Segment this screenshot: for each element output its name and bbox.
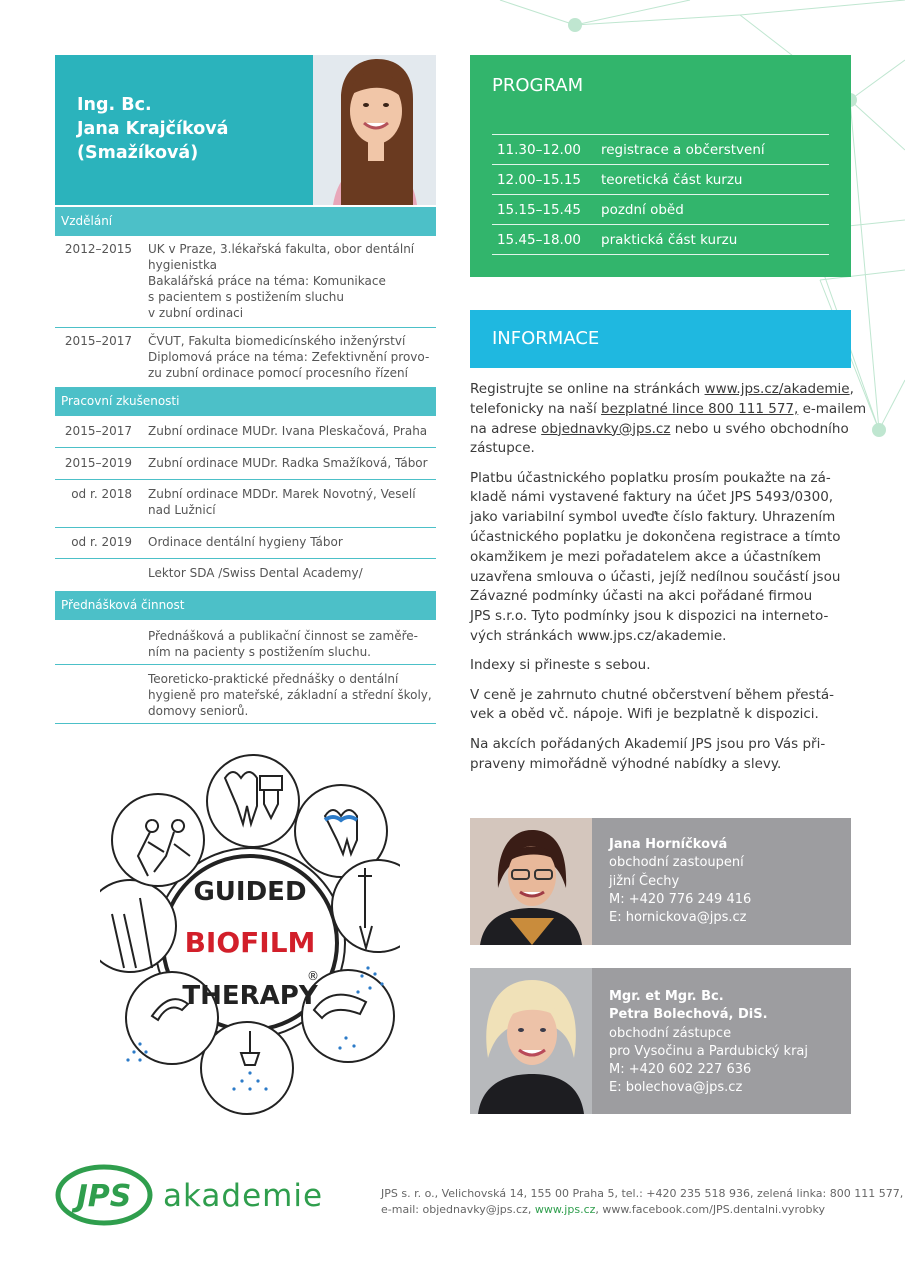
text-span: e-mail: objednavky@jps.cz, xyxy=(381,1203,535,1216)
info-line: okamžikem je mezi pořadatelem akce a účastníkem xyxy=(470,548,822,565)
row-text xyxy=(148,455,433,471)
experience-row xyxy=(55,455,436,480)
contact-details xyxy=(609,988,808,1098)
contact-line: obchodní zástupce xyxy=(609,1025,732,1041)
section-bar-lectures: Přednášková činnost xyxy=(55,591,436,620)
row-year: od r. 2019 xyxy=(71,535,132,549)
contact-line: obchodní zastoupení xyxy=(609,855,744,871)
program-time: 12.00–15.15 xyxy=(496,172,581,188)
text-span: e-mailem xyxy=(798,400,867,417)
info-line: V ceně je zahrnuto chutné občerstvení během přestá- xyxy=(470,686,835,703)
lecturer-name-line: Ing. Bc. xyxy=(77,95,152,115)
row-line: ČVUT, Fakulta biomedicínského inženýrství xyxy=(148,334,406,348)
row-line: UK v Praze, 3.lékařská fakulta, obor dentální xyxy=(148,242,415,256)
program-activity: praktická část kurzu xyxy=(601,232,738,248)
program-time: 15.15–15.45 xyxy=(496,202,581,218)
program-row xyxy=(492,135,829,165)
lecturer-photo xyxy=(313,55,436,205)
info-line: JPS s.r.o. Tyto podmínky jsou k dispozici na interneto- xyxy=(470,608,829,625)
email-link[interactable]: objednavky@jps.cz xyxy=(541,420,671,437)
contact-photo xyxy=(470,968,592,1114)
jps-logo-text: JPS xyxy=(76,1179,132,1214)
info-line: zástupce. xyxy=(470,440,535,457)
text-span: nebo u svého obchodního xyxy=(670,420,849,437)
row-year: 2015–2019 xyxy=(64,456,132,470)
hotline-link[interactable]: bezplatné lince 800 111 577, xyxy=(601,400,799,417)
row-year: 2012–2015 xyxy=(64,242,132,256)
row-year: od r. 2018 xyxy=(71,487,132,501)
info-line: vých stránkách www.jps.cz/akademie. xyxy=(470,628,727,645)
row-line: Přednášková a publikační činnost se zaměře- xyxy=(148,629,418,643)
program-time: 15.45–18.00 xyxy=(496,232,581,248)
row-line: zu zubní ordinace pomocí procesního řízení xyxy=(148,366,408,380)
experience-row xyxy=(55,423,436,448)
row-text xyxy=(148,671,433,719)
contact-name: Petra Bolechová, DiS. xyxy=(609,1007,768,1023)
jps-logo xyxy=(55,1163,153,1227)
website-link[interactable]: www.jps.cz xyxy=(534,1203,596,1216)
contact-phone: M: +420 776 249 416 xyxy=(609,891,752,907)
info-paragraph-indexes xyxy=(470,656,860,676)
contact-email[interactable]: E: hornickova@jps.cz xyxy=(609,910,747,926)
gbt-logo-therapy: THERAPY xyxy=(182,981,318,1011)
program-row xyxy=(492,195,829,225)
row-year: 2015–2017 xyxy=(64,424,132,438)
contact-line: jižní Čechy xyxy=(609,873,680,889)
text-span: Registrujte se online na stránkách xyxy=(470,381,705,397)
program-activity: teoretická část kurzu xyxy=(601,172,743,188)
row-line: Teoreticko-praktické přednášky o dentální xyxy=(148,672,399,686)
gbt-logo-registered-mark: ® xyxy=(307,969,319,983)
row-text xyxy=(148,333,433,381)
experience-row xyxy=(55,565,436,591)
footer-address: JPS s. r. o., Velichovská 14, 155 00 Praha 5, tel.: +420 235 518 936, zelená linka: 800 111 577, xyxy=(381,1187,904,1200)
row-line: Zubní ordinace MDDr. Marek Novotný, Veselí xyxy=(148,487,416,501)
footer-contacts xyxy=(381,1202,903,1218)
info-line: Indexy si přineste s sebou. xyxy=(470,657,651,674)
lecturer-name-line: Jana Krajčíková xyxy=(77,119,229,139)
experience-row xyxy=(55,534,436,559)
row-text xyxy=(148,423,433,439)
row-text xyxy=(148,565,433,581)
program-box xyxy=(470,55,851,277)
info-line: Na akcích pořádaných Akademií JPS jsou pro Vás při- xyxy=(470,735,826,752)
info-line: jako variabilní symbol uveďte číslo faktury. Uhrazením xyxy=(470,509,836,526)
info-line: Závazné podmínky účasti na akci pořádané firmou xyxy=(470,588,813,605)
row-line: Zubní ordinace MUDr. Ivana Pleskačová, Praha xyxy=(148,424,428,438)
contact-name: Mgr. et Mgr. Bc. xyxy=(609,989,724,1004)
row-line: v zubní ordinaci xyxy=(148,306,244,320)
info-line: uzavřena smlouva o účasti, jejíž nedílnou součástí jsou xyxy=(470,568,841,585)
contact-name: Jana Horníčková xyxy=(609,837,728,852)
lectures-row xyxy=(55,671,436,724)
info-line: Platbu účastnického poplatku prosím poukažte na zá- xyxy=(470,469,831,486)
row-line: nad Lužnicí xyxy=(148,503,216,517)
footer-text xyxy=(381,1186,903,1218)
info-paragraph-offers xyxy=(470,735,860,775)
gbt-logo-biofilm: BIOFILM xyxy=(184,926,316,959)
row-line: Ordinace dentální hygieny Tábor xyxy=(148,535,343,549)
row-line: hygienistka xyxy=(148,258,218,272)
lecturer-header xyxy=(55,55,313,205)
text-span: , www.facebook.com/JPS.dentalni.vyrobky xyxy=(595,1203,826,1216)
row-line: Zubní ordinace MUDr. Radka Smažíková, Tábor xyxy=(148,456,428,470)
contact-line: pro Vysočinu a Pardubický kraj xyxy=(609,1043,809,1059)
info-paragraph-payment xyxy=(470,469,860,647)
gbt-logo-guided: GUIDED xyxy=(193,877,307,907)
text-span: na adrese xyxy=(470,420,542,437)
row-line: domovy seniorů. xyxy=(148,704,249,718)
row-line: Bakalářská práce na téma: Komunikace xyxy=(148,274,386,288)
program-list xyxy=(492,134,829,255)
info-paragraph-catering xyxy=(470,686,860,726)
row-text xyxy=(148,534,433,550)
info-line xyxy=(470,421,849,437)
program-row xyxy=(492,165,829,195)
registration-link[interactable]: www.jps.cz/akademie xyxy=(704,381,850,397)
education-row xyxy=(55,333,436,388)
info-line: vek a oběd vč. nápoje. Wifi je bezplatně k dispozici. xyxy=(470,706,819,723)
section-bar-education: Vzdělání xyxy=(55,207,436,236)
lectures-row xyxy=(55,628,436,665)
program-activity: pozdní oběd xyxy=(601,202,684,218)
contact-card xyxy=(470,818,851,945)
program-activity: registrace a občerstvení xyxy=(601,142,765,158)
info-line xyxy=(470,401,866,417)
row-line: s pacientem s postižením sluchu xyxy=(148,290,344,304)
guided-biofilm-therapy-logo xyxy=(100,748,400,1118)
row-text xyxy=(148,628,433,660)
row-line: hygieně pro mateřské, základní a střední školy, xyxy=(148,688,432,702)
text-span: telefonicky na naší xyxy=(470,400,602,417)
contact-photo xyxy=(470,818,592,945)
info-line: účastnického poplatku je dokončena registrace a tímto xyxy=(470,529,841,546)
contact-phone: M: +420 602 227 636 xyxy=(609,1062,752,1078)
education-row xyxy=(55,241,436,328)
lecturer-name-line: (Smažíková) xyxy=(77,143,199,163)
info-header xyxy=(470,310,851,368)
row-line: Lektor SDA /Swiss Dental Academy/ xyxy=(148,566,363,580)
row-text xyxy=(148,486,433,518)
section-bar-experience: Pracovní zkušenosti xyxy=(55,387,436,416)
akademie-wordmark: akademie xyxy=(163,1178,324,1214)
experience-row xyxy=(55,486,436,528)
program-row xyxy=(492,225,829,255)
contact-card xyxy=(470,968,851,1114)
program-title: PROGRAM xyxy=(492,75,584,96)
info-line: praveny mimořádně výhodné nabídky a slevy. xyxy=(470,755,782,772)
row-line: Diplomová práce na téma: Zefektivnění provo- xyxy=(148,350,430,364)
lecturer-name xyxy=(77,93,228,165)
text-span: , xyxy=(849,381,854,397)
row-line: ním na pacienty s postižením sluchu. xyxy=(148,645,371,659)
info-line xyxy=(470,381,854,397)
info-text xyxy=(470,380,867,784)
info-title: INFORMACE xyxy=(492,328,600,349)
row-year: 2015–2017 xyxy=(64,334,132,348)
contact-details xyxy=(609,836,751,927)
info-line: kladě námi vystavené faktury na účet JPS 5493/0300, xyxy=(470,489,834,506)
program-time: 11.30–12.00 xyxy=(496,142,581,158)
contact-email[interactable]: E: bolechova@jps.cz xyxy=(609,1080,743,1096)
info-paragraph-registration xyxy=(470,380,867,459)
row-text xyxy=(148,241,433,321)
